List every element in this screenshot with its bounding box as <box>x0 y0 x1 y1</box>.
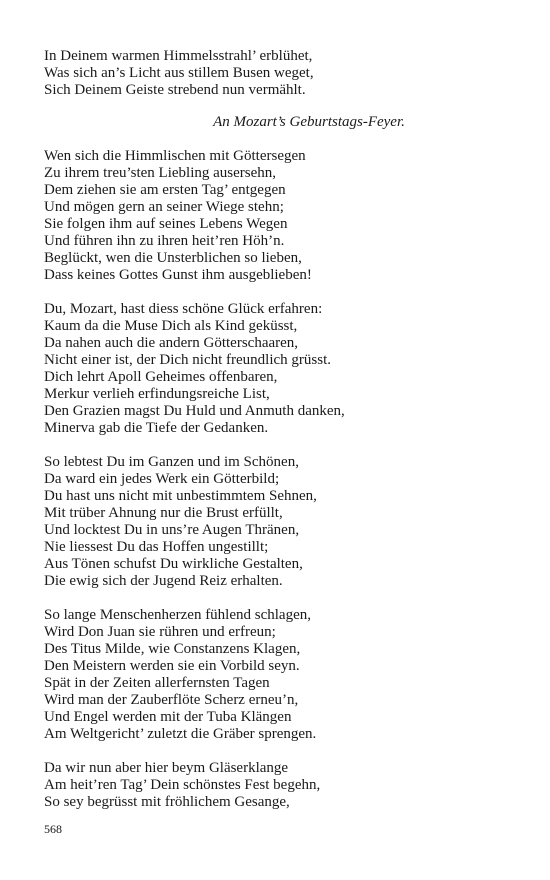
verse-line: Den Meistern werden sie ein Vorbild seyn. <box>44 658 300 674</box>
verse-line: Sie folgen ihm auf seines Lebens Wegen <box>44 216 288 232</box>
verse-line: Da ward ein jedes Werk ein Götterbild; <box>44 471 280 487</box>
verse-line: Zu ihrem treu’sten Liebling ausersehn, <box>44 165 277 181</box>
verse-line: Wird man der Zauberflöte Scherz erneu’n, <box>44 692 299 708</box>
poem-text <box>44 48 514 828</box>
opening-stanza <box>44 48 514 99</box>
verse-line: Und führen ihn zu ihren heit’ren Höh’n. <box>44 233 285 249</box>
verse-line: So lange Menschenherzen fühlend schlagen, <box>44 607 311 623</box>
poem-title: An Mozart’s Geburtstags-Feyer. <box>213 114 405 130</box>
stanza-5 <box>44 760 514 811</box>
verse-line: Da nahen auch die andern Götterschaaren, <box>44 335 299 351</box>
stanza-2 <box>44 301 514 437</box>
verse-line: Wird Don Juan sie rühren und erfreun; <box>44 624 276 640</box>
verse-line: Minerva gab die Tiefe der Gedanken. <box>44 420 269 436</box>
verse-line: In Deinem warmen Himmelsstrahl’ erblühet, <box>44 48 313 64</box>
verse-line: Sich Deinem Geiste strebend nun vermählt. <box>44 82 306 98</box>
verse-line: Am Weltgericht’ zuletzt die Gräber sprengen. <box>44 726 317 742</box>
verse-line: Du hast uns nicht mit unbestimmtem Sehnen, <box>44 488 317 504</box>
verse-line: Da wir nun aber hier beym Gläserklange <box>44 760 289 776</box>
verse-line: Nie liessest Du das Hoffen ungestillt; <box>44 539 269 555</box>
verse-line: Spät in der Zeiten allerfernsten Tagen <box>44 675 270 691</box>
verse-line: So lebtest Du im Ganzen und im Schönen, <box>44 454 299 470</box>
stanza-4 <box>44 607 514 743</box>
verse-line: Beglückt, wen die Unsterblichen so lieben, <box>44 250 302 266</box>
verse-line: Mit trüber Ahnung nur die Brust erfüllt, <box>44 505 283 521</box>
verse-line: Dass keines Gottes Gunst ihm ausgeblieben! <box>44 267 312 283</box>
verse-line: Dich lehrt Apoll Geheimes offenbaren, <box>44 369 278 385</box>
verse-line: Du, Mozart, hast diess schöne Glück erfahren: <box>44 301 323 317</box>
verse-line: So sey begrüsst mit fröhlichem Gesange, <box>44 794 290 810</box>
stanza-3 <box>44 454 514 590</box>
verse-line: Wen sich die Himmlischen mit Göttersegen <box>44 148 306 164</box>
verse-line: Am heit’ren Tag’ Dein schönstes Fest begehn, <box>44 777 321 793</box>
verse-line: Was sich an’s Licht aus stillem Busen weget, <box>44 65 314 81</box>
verse-line: Und Engel werden mit der Tuba Klängen <box>44 709 292 725</box>
verse-line: Nicht einer ist, der Dich nicht freundlich grüsst. <box>44 352 332 368</box>
verse-line: Und mögen gern an seiner Wiege stehn; <box>44 199 284 215</box>
verse-line: Und locktest Du in uns’re Augen Thränen, <box>44 522 300 538</box>
verse-line: Die ewig sich der Jugend Reiz erhalten. <box>44 573 283 589</box>
verse-line: Dem ziehen sie am ersten Tag’ entgegen <box>44 182 286 198</box>
verse-line: Kaum da die Muse Dich als Kind geküsst, <box>44 318 298 334</box>
verse-line: Aus Tönen schufst Du wirkliche Gestalten, <box>44 556 303 572</box>
verse-line: Des Titus Milde, wie Constanzens Klagen, <box>44 641 301 657</box>
stanza-1 <box>44 148 514 284</box>
verse-line: Merkur verlieh erfindungsreiche List, <box>44 386 270 402</box>
page-number: 568 <box>44 822 62 836</box>
verse-line: Den Grazien magst Du Huld und Anmuth danken, <box>44 403 345 419</box>
